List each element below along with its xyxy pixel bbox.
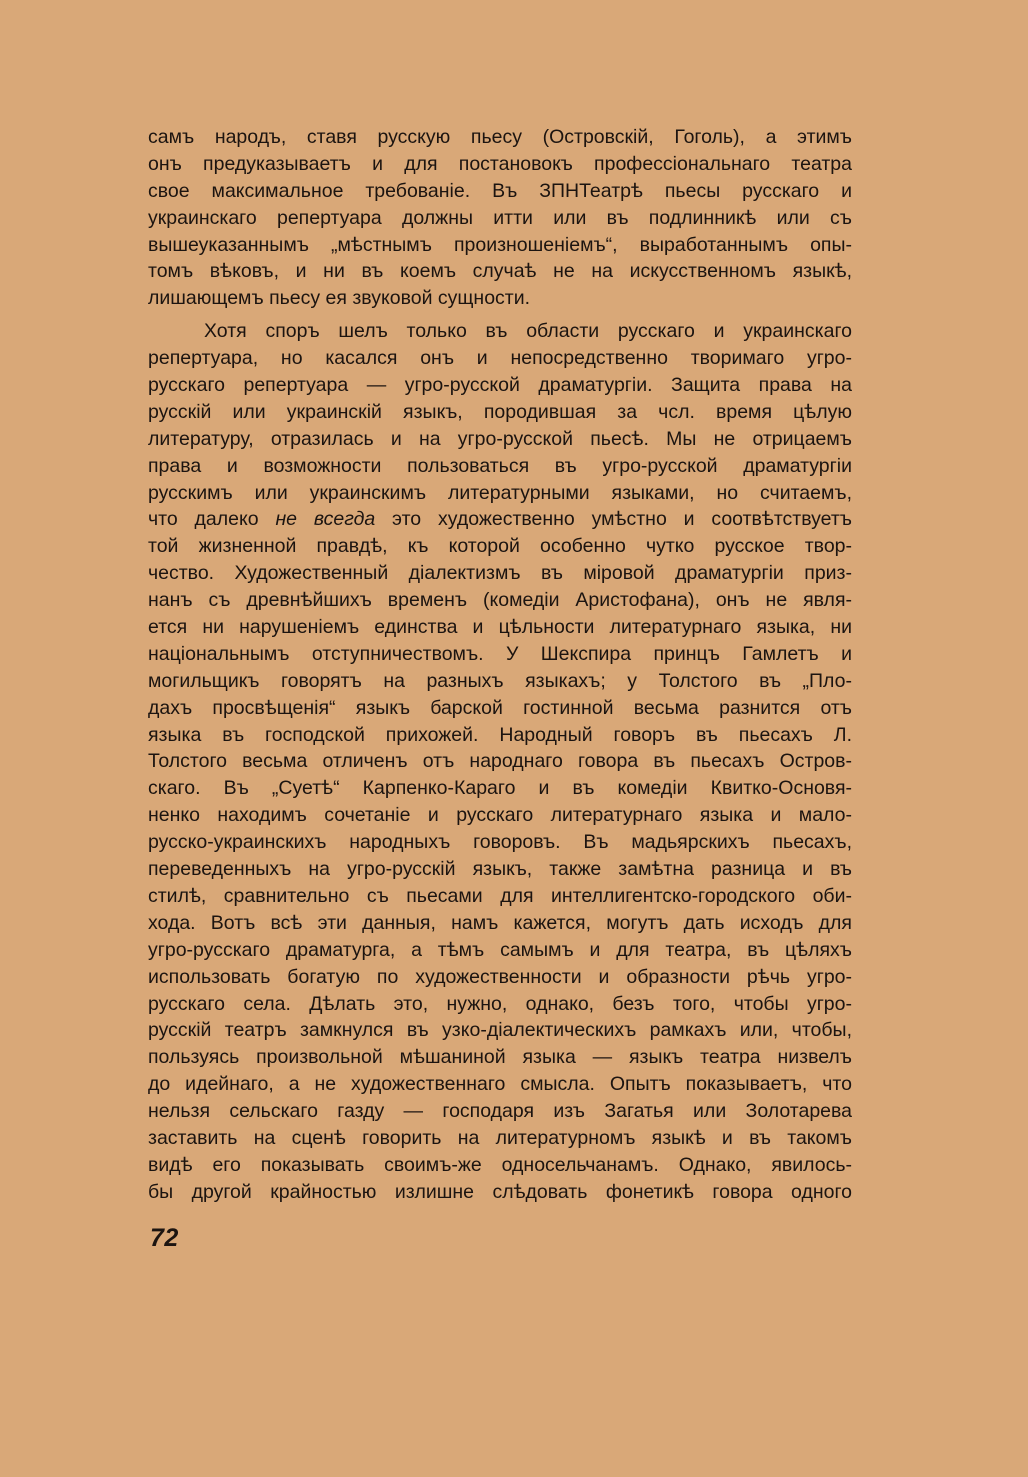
text-line: скаго. Въ „Суетѣ“ Карпенко-Караго и въ комедіи Квитко-Основя- (148, 777, 852, 800)
text-line: переведенныхъ на угро-русскій языкъ, также замѣтна разница и въ (148, 858, 852, 881)
text-line: украинскаго репертуара должны итти или въ подлинникѣ или съ (148, 206, 852, 229)
text-line: русско-украинскихъ народныхъ говоровъ. Въ мадьярскихъ пьесахъ, (148, 831, 852, 854)
text-line: стилѣ, сравнительно съ пьесами для интеллигентско-городского оби- (148, 884, 852, 907)
text-line: репертуара, но касался онъ и непосредственно творимаго угро- (148, 347, 852, 370)
text-line: томъ вѣковъ, и ни въ коемъ случаѣ не на искусственномъ языкѣ, (148, 260, 852, 283)
text-line: ненко находимъ сочетаніе и русскаго литературнаго языка и мало- (148, 804, 852, 827)
text-line: могильщикъ говорятъ на разныхъ языкахъ; у Толстого въ „Пло- (148, 669, 852, 692)
text-line: русскій театръ замкнулся въ узко-діалектическихъ рамкахъ или, чтобы, (148, 1019, 852, 1042)
text-line: вышеуказаннымъ „мѣстнымъ произношеніемъ“, выработаннымъ опы- (148, 233, 852, 256)
text-line: использовать богатую по художественности и образности рѣчь угро- (148, 965, 852, 988)
body-text (148, 124, 852, 1206)
text-line: лишающемъ пьесу ея звуковой сущности. (148, 287, 531, 310)
text-line: хода. Вотъ всѣ эти данныя, намъ кажется, могутъ дать исходъ для (148, 911, 852, 934)
text-line: видѣ его показывать своимъ-же односельчанамъ. Однако, явилось- (148, 1153, 852, 1176)
text-line: заставить на сценѣ говорить на литературномъ языкѣ и въ такомъ (148, 1126, 852, 1149)
text-line: самъ народъ, ставя русскую пьесу (Островскій, Гоголь), а этимъ (148, 126, 852, 148)
text-line-with-emphasis (148, 506, 852, 533)
text-line: чество. Художественный діалектизмъ въ міровой драматургіи приз- (148, 562, 852, 585)
text-line: русскаго села. Дѣлать это, нужно, однако, безъ того, чтобы угро- (148, 992, 852, 1015)
text-line: ется ни нарушеніемъ единства и цѣльности литературнаго языка, ни (148, 616, 852, 639)
text-line: литературу, отразилась и на угро-русской пьесѣ. Мы не отрицаемъ (148, 427, 852, 450)
text-line: угро-русскаго драматурга, а тѣмъ самымъ и для театра, въ цѣляхъ (148, 938, 852, 961)
text-line: права и возможности пользоваться въ угро-русской драматургіи (148, 454, 852, 477)
text-line: національнымъ отступничествомъ. У Шекспира принцъ Гамлетъ и (148, 642, 852, 665)
text-line: бы другой крайностью излишне слѣдовать фонетикѣ говора одного (148, 1180, 852, 1203)
text-line: языка въ господской прихожей. Народный говоръ въ пьесахъ Л. (148, 723, 852, 746)
page-number: 72 (150, 1224, 179, 1252)
text-line: той жизненной правдѣ, къ которой особенно чутко русское твор- (148, 535, 852, 558)
text-line: русскій или украинскій языкъ, породившая за чсл. время цѣлую (148, 400, 852, 423)
text-line: русскаго репертуара — угро-русской драматургіи. Защита права на (148, 374, 852, 397)
text-line: дахъ просвѣщенія“ языкъ барской гостинной весьма разнится отъ (148, 696, 852, 719)
text-line: Хотя споръ шелъ только въ области русскаго и украинскаго (204, 320, 852, 343)
text-line: нанъ съ древнѣйшихъ временъ (комедіи Аристофана), онъ не явля- (148, 589, 852, 612)
text-line: онъ предуказываетъ и для постановокъ профессіональнаго театра (148, 152, 852, 175)
italic-emphasis: не всегда (275, 508, 376, 531)
text-line: пользуясь произвольной мѣшаниной языка — языкъ театра низвелъ (148, 1046, 852, 1069)
paragraph-1 (148, 124, 852, 312)
paragraph-2 (148, 318, 852, 1205)
text-line: нельзя сельскаго газду — господаря изъ Загатья или Золотарева (148, 1100, 852, 1123)
text-line: Толстого весьма отличенъ отъ народнаго говора въ пьесахъ Остров- (148, 750, 852, 773)
text-line: до идейнаго, а не художественнаго смысла. Опытъ показываетъ, что (148, 1073, 852, 1096)
text-fragment: что далеко (148, 508, 276, 531)
text-line: русскимъ или украинскимъ литературными языками, но считаемъ, (148, 481, 852, 504)
text-line: свое максимальное требованіе. Въ ЗПНТеатрѣ пьесы русскаго и (148, 179, 852, 202)
text-fragment: это художественно умѣстно и соотвѣтствуетъ (375, 508, 852, 531)
